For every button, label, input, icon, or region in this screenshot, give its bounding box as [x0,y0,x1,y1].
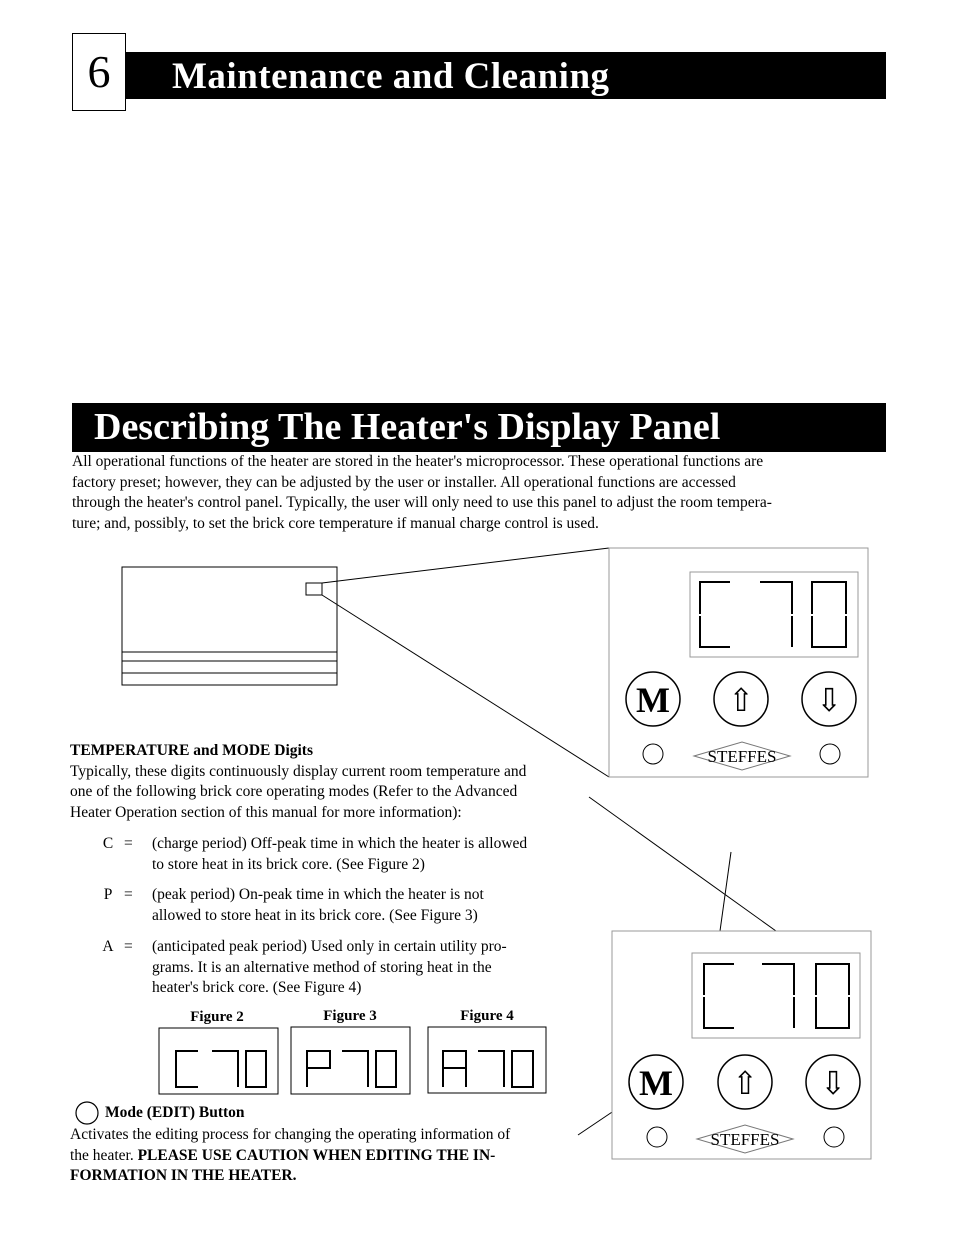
mode-button-caution: FORMATION IN THE HEATER. [70,1167,297,1185]
figure-label: Figure 4 [460,1008,514,1024]
mode-description [152,885,582,926]
heater-illustration [122,567,337,685]
temperature-mode-line: Heater Operation section of this manual for more information): [70,804,462,822]
mode-definition-p [70,885,590,926]
intro-line: All operational functions of the heater are stored in the heater's microprocessor. These operational functions are [72,453,764,470]
mode-button-line [70,1166,590,1187]
mode-button-heading: Mode (EDIT) Button [105,1104,245,1121]
intro-line: factory preset; however, they can be adjusted by the user or installer. All operational functions are accessed [72,473,736,491]
intro-line: ture; and, possibly, to set the brick core temperature if manual charge control is used. [72,515,599,533]
mode-description-line: (peak period) On-peak time in which the heater is not [152,886,484,904]
indicator-light-left [647,1127,667,1147]
mode-description-line: allowed to store heat in its brick core. (See Figure 3) [152,907,478,925]
up-arrow-button[interactable] [718,1055,772,1109]
temperature-mode-section [70,741,610,824]
mode-definition-list [70,834,590,1009]
mode-button[interactable] [629,1055,683,1109]
mode-description-line: heater's brick core. (See Figure 4) [152,979,362,997]
mode-letter: P [103,886,113,904]
figure-label: Figure 3 [323,1008,377,1024]
control-panel-lower [612,931,871,1159]
indicator-light-right [820,744,840,764]
mode-definition-a [70,937,590,999]
down-arrow-button[interactable] [806,1055,860,1109]
mode-button-description [70,1125,590,1187]
up-arrow-icon: ⇧ [727,682,755,718]
up-arrow-button[interactable] [714,672,768,726]
brand-label: STEFFES [710,1130,780,1149]
section-title: Describing The Heater's Display Panel [94,406,721,448]
temperature-mode-line: Typically, these digits continuously display current room temperature and [70,762,527,780]
mode-equals: = [124,937,133,955]
mode-description-line: grams. It is an alternative method of storing heat in the [152,958,492,976]
brand-label: STEFFES [707,747,777,766]
display-window [690,572,858,657]
mode-button-label: M [639,1063,673,1103]
mode-description-line: (charge period) Off-peak time in which the heater is allowed [152,835,528,852]
chapter-title: Maintenance and Cleaning [172,56,610,97]
mode-button-text: the heater. [70,1146,138,1164]
mode-button-callout-icon [76,1102,98,1124]
temperature-mode-line: one of the following brick core operating modes (Refer to the Advanced [70,783,518,801]
mode-button-caution: PLEASE USE CAUTION WHEN EDITING THE IN- [137,1146,496,1164]
figure-3 [291,1008,410,1094]
chapter-number: 6 [72,33,126,111]
figure-4 [428,1008,546,1093]
mode-description-line: (anticipated peak period) Used only in certain utility pro- [152,937,507,955]
control-panel-upper [609,548,868,777]
mode-description-line: to store heat in its brick core. (See Figure 2) [152,855,425,873]
up-arrow-icon: ⇧ [731,1065,759,1101]
mode-button-line [70,1146,590,1167]
mode-equals: = [124,886,133,904]
mode-description [152,937,582,999]
mode-button[interactable] [626,672,680,726]
mode-button-line: Activates the editing process for changing the operating information of [70,1126,511,1143]
mode-letter: C [102,835,114,852]
mode-equals: = [124,835,133,852]
mode-button-label: M [636,680,670,720]
down-arrow-icon: ⇩ [815,682,843,718]
figure-label: Figure 2 [190,1009,244,1025]
mode-letter: A [102,937,114,955]
mode-description [152,834,582,875]
down-arrow-icon: ⇩ [819,1065,847,1101]
temperature-mode-heading: TEMPERATURE and MODE Digits [70,742,313,759]
indicator-light-right [824,1127,844,1147]
indicator-light-left [643,744,663,764]
mode-definition-c [70,834,590,875]
display-window [692,953,860,1038]
figure-2 [159,1009,278,1094]
down-arrow-button[interactable] [802,672,856,726]
intro-line: through the heater's control panel. Typically, the user will only need to use this panel to adjust the room tempera- [72,494,772,512]
